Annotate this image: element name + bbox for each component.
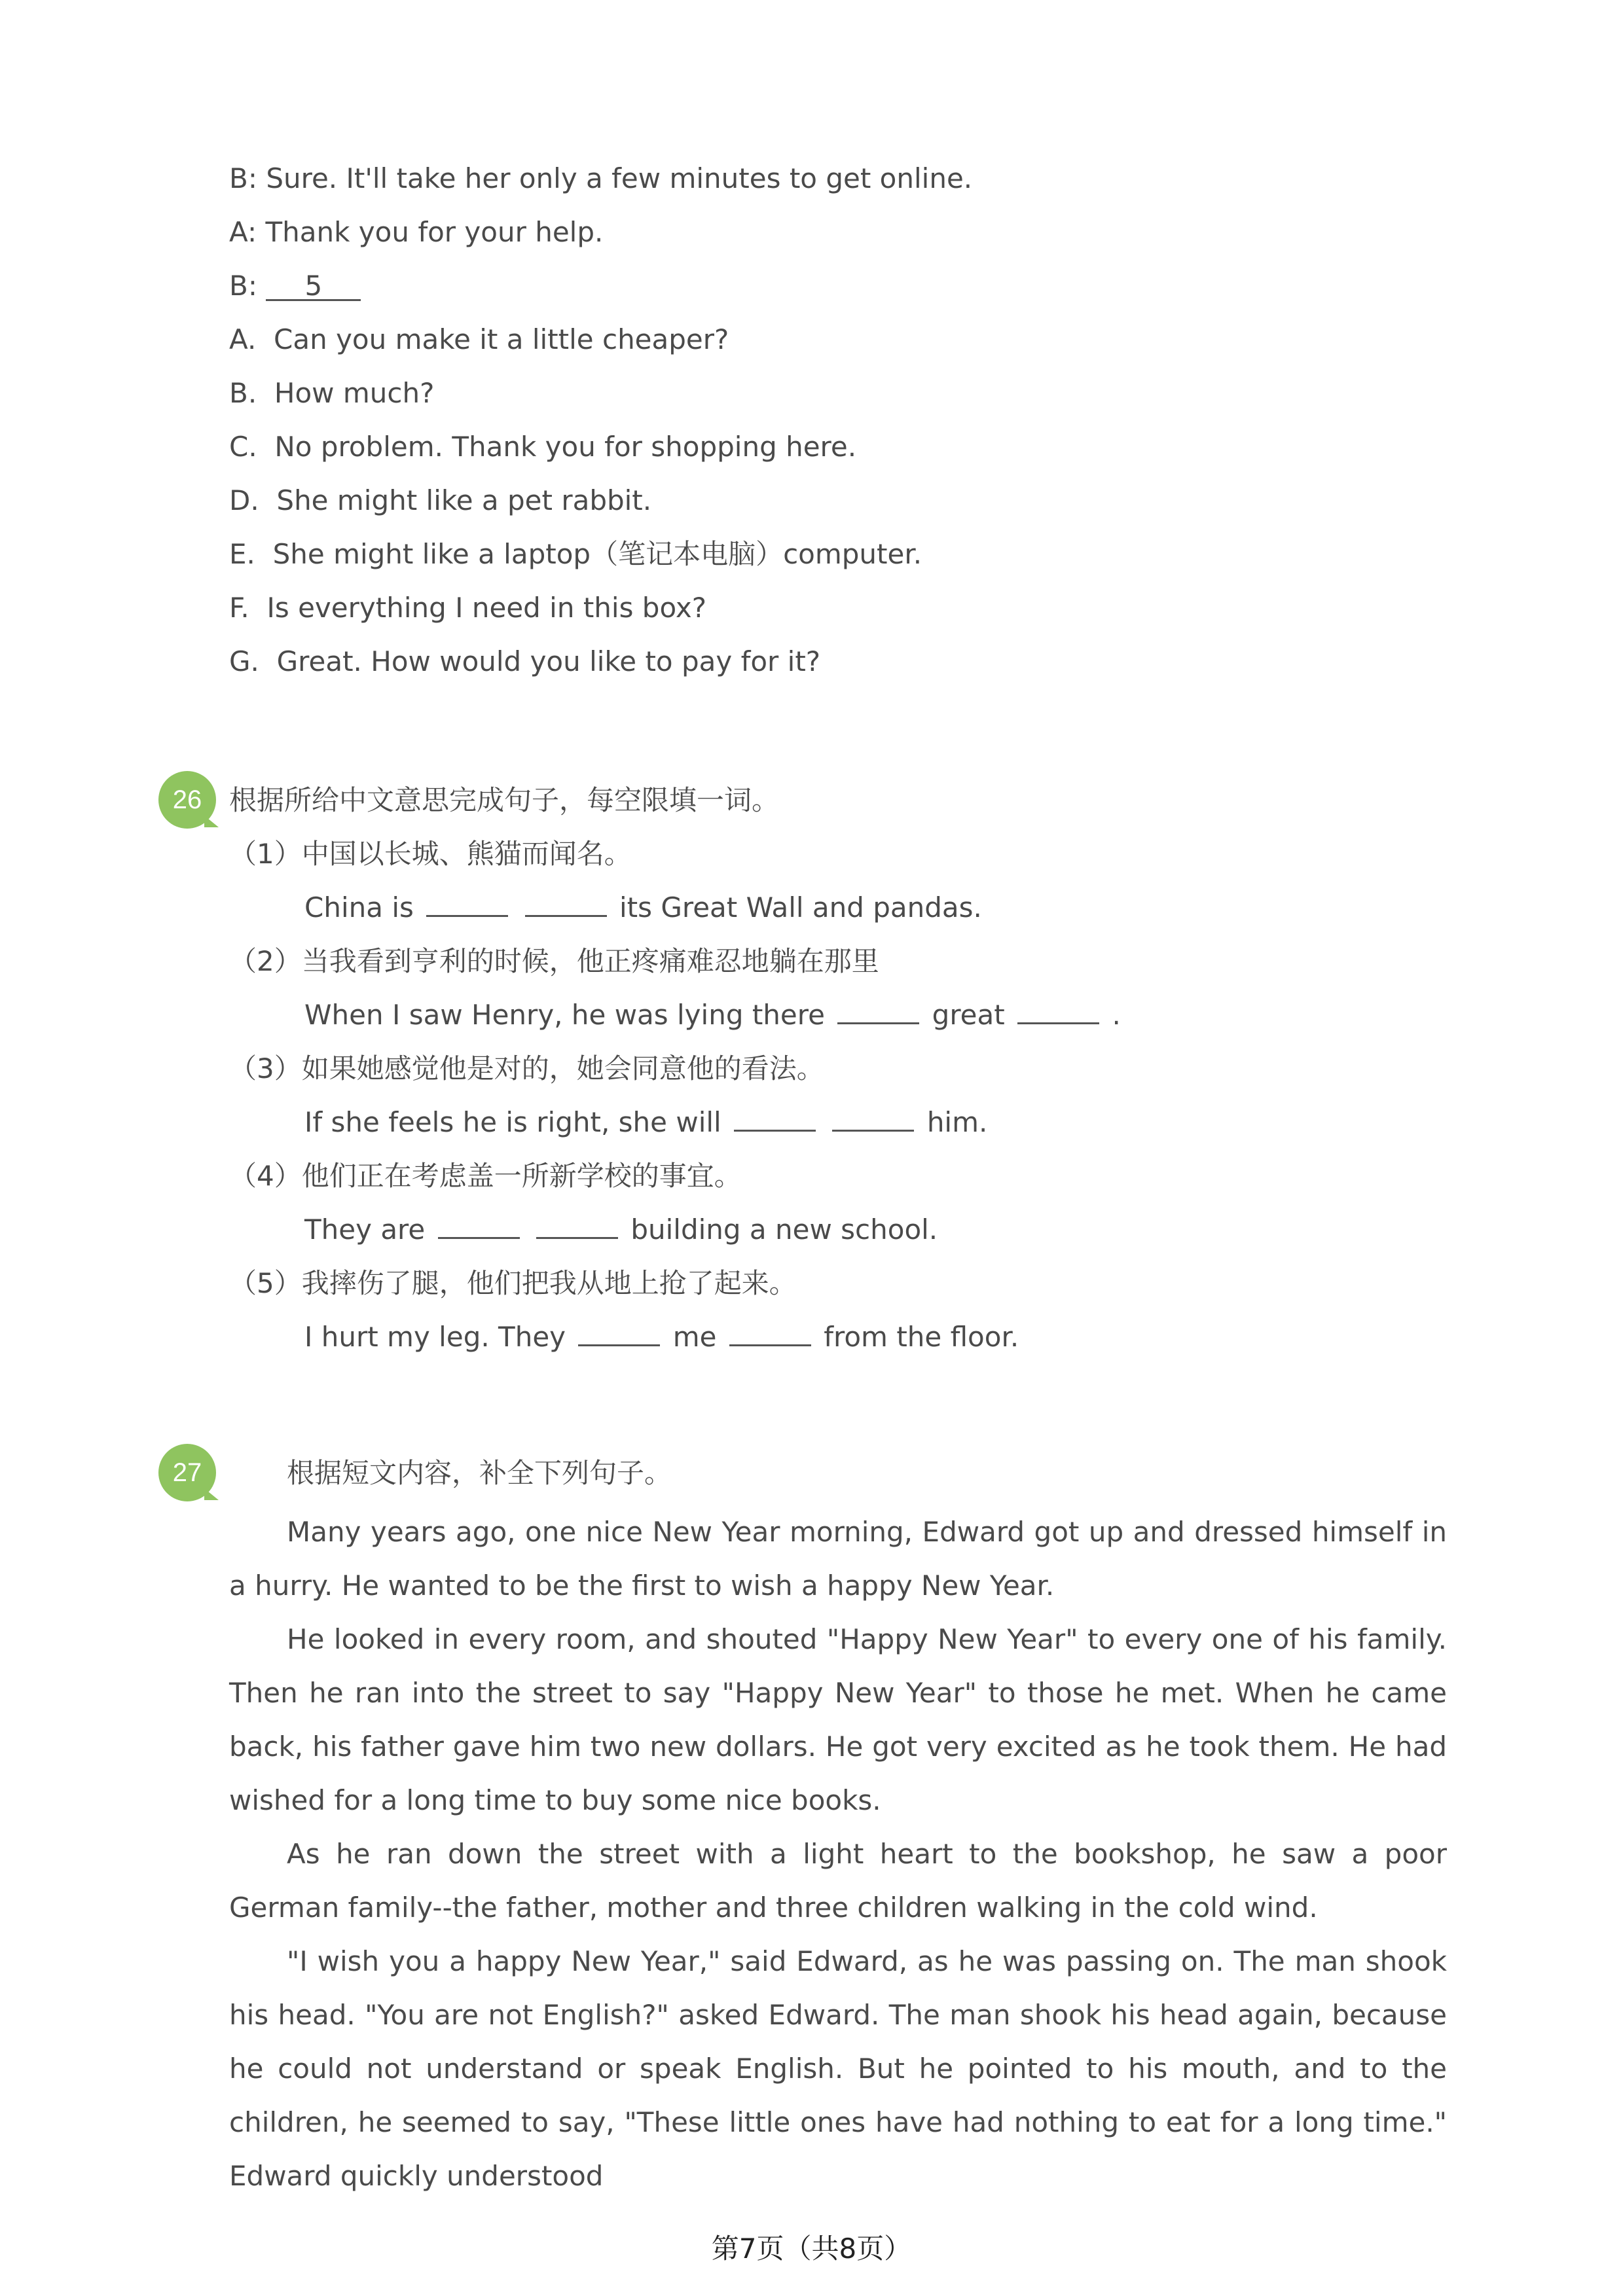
fill-blank[interactable] <box>426 915 508 917</box>
option-item <box>229 643 820 680</box>
item-english <box>304 889 982 926</box>
passage-paragraph: He looked in every room, and shouted "Happy New Year" to every one of his family. Then he ran into the street to say "Happy New Year" to those he met. When he came back, his father gave him two new dollars. He got very excited as he took them. He had wished for a long time to buy some nice books. <box>229 1623 1447 1816</box>
question-number-badge: 26 <box>158 771 216 829</box>
passage-paragraph: As he ran down the street with a light heart to the bookshop, he saw a poor German family--the father, mother and three children walking in the cold wind. <box>229 1838 1447 1924</box>
item-number: （4） <box>229 1160 302 1192</box>
item-number: （1） <box>229 838 302 870</box>
fill-blank[interactable] <box>536 1237 618 1239</box>
item-english <box>304 1104 987 1141</box>
item-english <box>304 1319 1019 1355</box>
item-chinese <box>229 1265 797 1302</box>
fill-blank[interactable] <box>837 1022 919 1024</box>
option-text: Great. How would you like to pay for it? <box>276 645 821 677</box>
item-chinese <box>229 943 879 980</box>
item-number: （3） <box>229 1052 302 1085</box>
dialogue-line: B: Sure. It'll take her only a few minutes to get online. <box>229 162 973 194</box>
option-item <box>229 482 651 519</box>
fill-blank[interactable] <box>578 1344 660 1346</box>
item-text: from the floor. <box>824 1321 1019 1353</box>
option-letter: D. <box>229 484 259 516</box>
item-text: When I saw Henry, he was lying there <box>304 999 825 1031</box>
option-letter: F. <box>229 592 249 624</box>
dialogue-line <box>229 268 361 304</box>
option-letter: E. <box>229 538 255 570</box>
option-letter: C. <box>229 431 257 463</box>
fill-blank[interactable] <box>729 1344 811 1346</box>
answer-blank[interactable]: 5 <box>266 273 361 301</box>
fill-blank[interactable] <box>832 1130 914 1132</box>
item-chinese-text: 当我看到亨利的时候，他正疼痛难忍地躺在那里 <box>301 945 879 977</box>
item-number: （2） <box>229 945 302 977</box>
item-chinese-text: 中国以长城、熊猫而闻名。 <box>301 838 632 870</box>
item-text: building a new school. <box>630 1213 938 1246</box>
item-text: him. <box>926 1106 988 1138</box>
option-item <box>229 321 729 358</box>
passage-paragraph: Many years ago, one nice New Year morning, Edward got up and dressed himself in a hurry. He wanted to be the first to wish a happy New Year. <box>229 1516 1447 1602</box>
item-number: （5） <box>229 1267 302 1299</box>
option-letter: B. <box>229 377 257 409</box>
option-item <box>229 536 922 573</box>
page-footer: 第7页（共8页） <box>711 2233 912 2265</box>
option-text: How much? <box>274 377 435 409</box>
item-text: I hurt my leg. They <box>304 1321 566 1353</box>
option-text: Can you make it a little cheaper? <box>274 323 729 355</box>
item-english <box>304 997 1121 1033</box>
item-text: . <box>1112 999 1121 1031</box>
option-text: Is everything I need in this box? <box>266 592 707 624</box>
dialogue-line: A: Thank you for your help. <box>229 216 604 248</box>
item-chinese <box>229 1158 742 1194</box>
option-item <box>229 375 434 412</box>
question-number-badge: 27 <box>158 1444 216 1501</box>
item-text: great <box>932 999 1005 1031</box>
fill-blank[interactable] <box>438 1237 520 1239</box>
option-text: No problem. Thank you for shopping here. <box>274 431 857 463</box>
option-text: She might like a pet rabbit. <box>276 484 652 516</box>
option-text: She might like a laptop（笔记本电脑）computer. <box>272 538 922 570</box>
item-chinese-text: 我摔伤了腿，他们把我从地上抢了起来。 <box>301 1267 797 1299</box>
item-text: its Great Wall and pandas. <box>619 891 982 924</box>
option-letter: A. <box>229 323 257 355</box>
item-chinese <box>229 836 632 872</box>
item-chinese-text: 他们正在考虑盖一所新学校的事宜。 <box>301 1160 742 1192</box>
dialogue-prefix: B: <box>229 270 266 302</box>
item-text: They are <box>304 1213 426 1246</box>
item-text: me <box>672 1321 717 1353</box>
fill-blank[interactable] <box>734 1130 816 1132</box>
option-item <box>229 429 856 465</box>
fill-blank[interactable] <box>1017 1022 1099 1024</box>
question-instruction: 根据短文内容，补全下列句子。 <box>287 1457 672 1489</box>
item-chinese-text: 如果她感觉他是对的，她会同意他的看法。 <box>301 1052 824 1085</box>
item-english <box>304 1211 938 1248</box>
fill-blank[interactable] <box>525 915 607 917</box>
item-text: China is <box>304 891 414 924</box>
question-instruction: 根据所给中文意思完成句子，每空限填一词。 <box>229 784 780 816</box>
passage-paragraph: "I wish you a happy New Year," said Edward, as he was passing on. The man shook his head. "You are not English?" asked Edward. The man shook his head again, because he could not understand or speak English. But he pointed to his mouth, and to the children, he seemed to say, "These little ones have had nothing to eat for a long time." Edward quickly understood <box>229 1945 1447 2192</box>
option-item <box>229 590 706 626</box>
item-chinese <box>229 1050 824 1087</box>
option-letter: G. <box>229 645 259 677</box>
item-text: If she feels he is right, she will <box>304 1106 721 1138</box>
